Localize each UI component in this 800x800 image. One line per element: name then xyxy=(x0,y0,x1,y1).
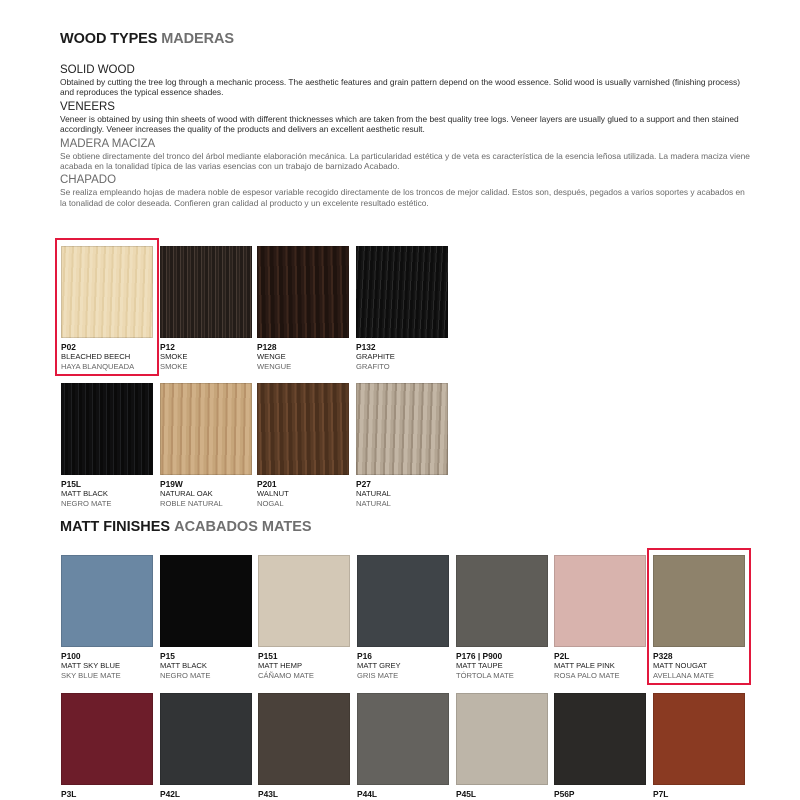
swatch-chip[interactable] xyxy=(653,693,745,785)
swatch-code: P176 | P900 xyxy=(456,651,503,661)
swatch-name-en: MATT BLACK xyxy=(61,489,108,498)
swatch-name-en: GRAPHITE xyxy=(356,352,395,361)
swatch-code: P128 xyxy=(257,342,277,352)
swatch-name-es: NOGAL xyxy=(257,499,284,508)
swatch-code: P42L xyxy=(160,789,181,799)
swatch-chip[interactable] xyxy=(356,383,448,475)
swatch-code: P328 xyxy=(653,651,673,661)
swatch-name-en: NATURAL OAK xyxy=(160,489,213,498)
swatch-name-es: AVELLANA MATE xyxy=(653,671,714,680)
swatch-name-es: GRAFITO xyxy=(356,362,390,371)
swatch-name-en: WALNUT xyxy=(257,489,289,498)
swatch-chip[interactable] xyxy=(456,693,548,785)
swatch-chip[interactable] xyxy=(356,246,448,338)
swatch-name-en: NATURAL xyxy=(356,489,391,498)
swatch-code: P19W xyxy=(160,479,183,489)
swatch-p7l[interactable] xyxy=(653,693,745,799)
swatch-chip[interactable] xyxy=(160,246,252,338)
swatch-name-es: NEGRO MATE xyxy=(160,671,211,680)
wood-types-title-es: MADERAS xyxy=(161,31,234,47)
swatch-name-en: MATT BLACK xyxy=(160,661,207,670)
swatch-chip[interactable] xyxy=(257,383,349,475)
swatch-name-en: MATT GREY xyxy=(357,661,401,670)
swatch-chip[interactable] xyxy=(160,693,252,785)
wood-intro xyxy=(60,64,750,211)
swatch-p45l[interactable] xyxy=(456,693,548,799)
swatch-chip[interactable] xyxy=(61,555,153,647)
selection-highlight xyxy=(647,548,751,685)
swatch-p100[interactable] xyxy=(61,555,153,681)
swatch-name-es: ROSA PALO MATE xyxy=(554,671,620,680)
swatch-code: P56P xyxy=(554,789,575,799)
swatch-chip[interactable] xyxy=(357,693,449,785)
swatch-code: P2L xyxy=(554,651,570,661)
swatch-p44l[interactable] xyxy=(357,693,449,799)
swatch-chip[interactable] xyxy=(357,555,449,647)
term-madera-maciza: MADERA MACIZA xyxy=(60,137,156,150)
swatch-name-en: MATT TAUPE xyxy=(456,661,503,670)
swatch-p151[interactable] xyxy=(258,555,350,681)
swatch-code: P43L xyxy=(258,789,279,799)
swatch-name-es: NEGRO MATE xyxy=(61,499,112,508)
swatch-name-es: SKY BLUE MATE xyxy=(61,671,121,680)
desc-veneers: Veneer is obtained by using thin sheets of wood with different thicknesses which are taken from the best quality tree logs. Veneer layers are usually glued to a support and then stained accordingly. Veneer increases the quality of the products and delivers an excellent aesthetic result. xyxy=(60,113,739,135)
swatch-p128[interactable] xyxy=(257,246,349,372)
swatch-p56p[interactable] xyxy=(554,693,646,799)
swatch-p19w[interactable] xyxy=(160,383,252,509)
swatch-name-es: WENGUE xyxy=(257,362,292,371)
swatch-name-en: MATT NOUGAT xyxy=(653,661,707,670)
swatch-p42l[interactable] xyxy=(160,693,252,799)
swatch-code: P02 xyxy=(61,342,76,352)
swatch-code: P15L xyxy=(61,479,82,489)
swatch-name-en: BLEACHED BEECH xyxy=(61,352,131,361)
swatch-p201[interactable] xyxy=(257,383,349,509)
swatch-chip[interactable] xyxy=(61,693,153,785)
swatch-code: P15 xyxy=(160,651,175,661)
swatch-code: P45L xyxy=(456,789,477,799)
swatch-chip[interactable] xyxy=(554,555,646,647)
swatch-name-es: GRIS MATE xyxy=(357,671,399,680)
matt-finishes-heading xyxy=(60,519,312,535)
swatch-chip[interactable] xyxy=(258,555,350,647)
swatch-p12[interactable] xyxy=(160,246,252,372)
selection-highlight xyxy=(55,238,159,376)
swatch-name-es: SMOKE xyxy=(160,362,188,371)
swatch-p2l[interactable] xyxy=(554,555,646,681)
swatch-chip[interactable] xyxy=(160,383,252,475)
matt-finishes-title-es: ACABADOS MATES xyxy=(174,519,312,535)
swatch-p27[interactable] xyxy=(356,383,448,509)
swatch-name-es: HAYA BLANQUEADA xyxy=(61,362,135,371)
swatch-name-es: ROBLE NATURAL xyxy=(160,499,223,508)
swatch-chip[interactable] xyxy=(160,555,252,647)
wood-types-title-en: WOOD TYPES xyxy=(60,31,158,47)
swatch-chip[interactable] xyxy=(61,383,153,475)
swatch-code: P201 xyxy=(257,479,277,489)
swatch-code: P16 xyxy=(357,651,372,661)
swatch-code: P7L xyxy=(653,789,669,799)
term-chapado: CHAPADO xyxy=(60,174,117,187)
swatch-name-en: SMOKE xyxy=(160,352,188,361)
swatch-p176-p900[interactable] xyxy=(456,555,548,681)
swatch-code: P27 xyxy=(356,479,371,489)
swatch-p15[interactable] xyxy=(160,555,252,681)
term-veneers: VENEERS xyxy=(60,100,115,113)
swatch-p132[interactable] xyxy=(356,246,448,372)
swatch-name-en: MATT SKY BLUE xyxy=(61,661,121,670)
swatch-name-en: MATT PALE PINK xyxy=(554,661,615,670)
swatch-name-es: TÓRTOLA MATE xyxy=(456,671,514,680)
swatch-code: P132 xyxy=(356,342,376,352)
swatch-name-es: CÁÑAMO MATE xyxy=(258,671,314,680)
swatch-p16[interactable] xyxy=(357,555,449,681)
desc-chapado: Se realiza empleando hojas de madera noble de espesor variable recogido directamente de los troncos de mejor calidad. Estos son, después, pegados a varios soportes y acabados en la tonalidad de color deseada. Confieren gran calidad al producto y un excelente resultado estético. xyxy=(60,187,745,208)
swatch-name-en: WENGE xyxy=(257,352,286,361)
swatch-chip[interactable] xyxy=(258,693,350,785)
swatch-chip[interactable] xyxy=(456,555,548,647)
swatch-p15l[interactable] xyxy=(61,383,153,509)
swatch-p43l[interactable] xyxy=(258,693,350,799)
matt-finishes-title-en: MATT FINISHES xyxy=(60,519,171,535)
desc-madera-maciza: Se obtiene directamente del tronco del árbol mediante elaboración mecánica. La particularidad estética y de veta es característica de la esencia leñosa utilizada. La madera maciza viene acabada en la tonalidad típica de las varias esencias con un trabajo de barnizado Acabado. xyxy=(60,150,750,172)
swatch-code: P100 xyxy=(61,651,81,661)
swatch-chip[interactable] xyxy=(257,246,349,338)
swatch-p3l[interactable] xyxy=(61,693,153,799)
swatch-name-en: MATT HEMP xyxy=(258,661,303,670)
wood-types-heading xyxy=(60,31,234,47)
term-solid-wood: SOLID WOOD xyxy=(60,64,135,76)
swatch-chip[interactable] xyxy=(554,693,646,785)
swatch-code: P12 xyxy=(160,342,175,352)
swatch-code: P44L xyxy=(357,789,378,799)
swatch-name-es: NATURAL xyxy=(356,499,391,508)
desc-solid-wood: Obtained by cutting the tree log through a mechanic process. The aesthetic features and grain pattern depend on the wood essence. Solid wood is usually varnished (finishing process) and reproduces the typical essence shades. xyxy=(60,77,741,98)
swatch-code: P151 xyxy=(258,651,278,661)
swatch-code: P3L xyxy=(61,789,77,799)
